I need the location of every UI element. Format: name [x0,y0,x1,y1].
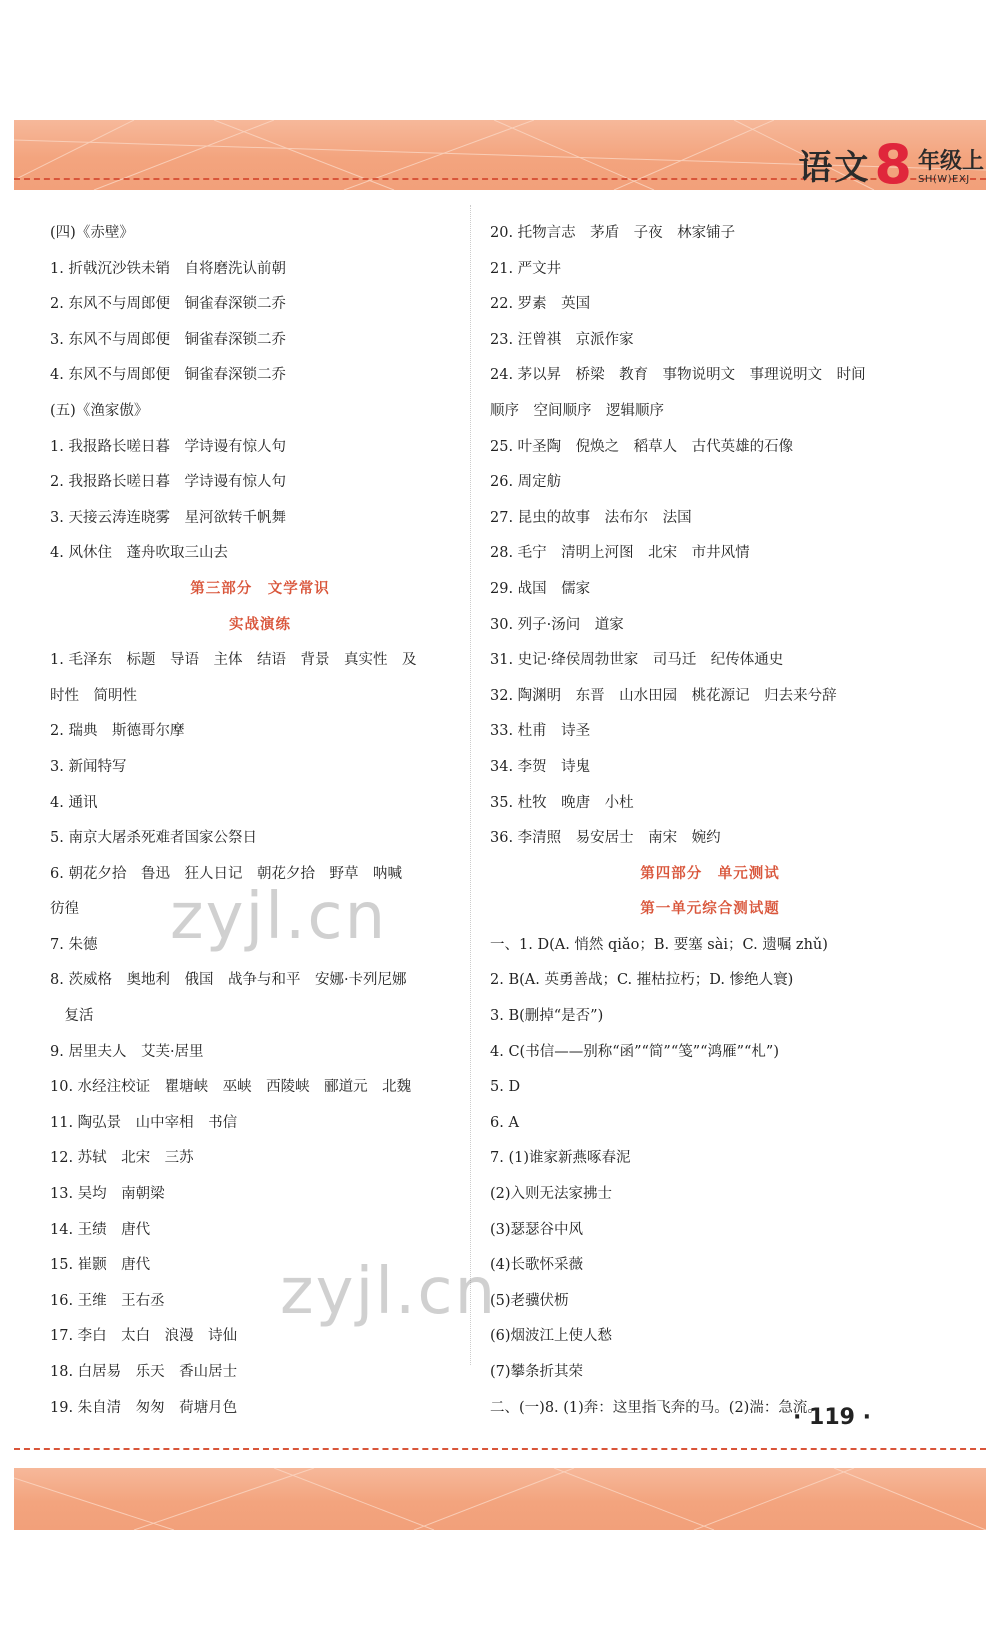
answer-line: 7. 朱德 [50,936,98,953]
answer-line: 复活 [50,1008,94,1025]
answer-line: 4. 通讯 [50,794,98,811]
answer-line: 时性 简明性 [50,687,137,704]
section-heading: 第一单元综合测试题 [640,901,780,918]
answer-line: (3)瑟瑟谷中风 [490,1221,584,1238]
subject-title [798,133,984,196]
answer-line: 20. 托物言志 茅盾 子夜 林家铺子 [490,225,736,241]
right-column [490,216,930,1426]
answer-line: (2)入则无法家拂士 [490,1186,613,1203]
answer-line: (7)攀条折其荣 [490,1364,584,1380]
answer-line: 1. 折戟沉沙铁未销 自将磨洗认前朝 [50,260,286,277]
answer-line: 15. 崔颢 唐代 [50,1257,151,1274]
answer-line: 13. 吴均 南朝梁 [50,1186,165,1203]
answer-line: 5. 南京大屠杀死难者国家公祭日 [50,830,257,847]
answer-line: (4)长歌怀采薇 [490,1257,584,1274]
answer-line: 34. 李贺 诗鬼 [490,758,591,775]
answer-line: (四)《赤壁》 [50,225,134,241]
answer-line: 23. 汪曾祺 京派作家 [490,331,634,348]
answer-line: (五)《渔家傲》 [50,402,149,419]
answer-line: 3. B(删掉“是否”) [490,1008,604,1025]
answer-line: 31. 史记·绛侯周勃世家 司马迁 纪传体通史 [490,652,784,669]
answer-line: 35. 杜牧 晚唐 小杜 [490,794,634,811]
answer-line: 6. 朝花夕拾 鲁迅 狂人日记 朝花夕拾 野草 呐喊 [50,865,402,882]
answer-line: 4. C(书信——别称“函”“简”“笺”“鸿雁”“札”) [490,1043,779,1060]
footer-dashed-rule [14,1448,986,1450]
answer-line: 24. 茅以昇 桥梁 教育 事物说明文 事理说明文 时间 [490,367,866,384]
answer-line: 2. 瑞典 斯德哥尔摩 [50,723,185,740]
answer-line: 2. 我报路长嗟日暮 学诗谩有惊人句 [50,474,286,491]
answer-line: 2. 东风不与周郎便 铜雀春深锁二乔 [50,296,286,313]
answer-line: (5)老骥伏枥 [490,1292,569,1309]
grade-number: 8 [874,133,912,196]
answer-line: (6)烟波江上使人愁 [490,1328,613,1345]
answer-line: 26. 周定舫 [490,474,562,491]
answer-line: 彷徨 [50,901,79,918]
answer-line: 33. 杜甫 诗圣 [490,723,591,740]
left-column [50,216,470,1426]
series-code: SH(W)EXJ [917,174,970,185]
answer-line: 22. 罗素 英国 [490,296,591,313]
answer-line: 21. 严文井 [490,260,562,277]
answer-line: 29. 战国 儒家 [490,580,591,597]
answer-line: 3. 东风不与周郎便 铜雀春深锁二乔 [50,331,286,348]
footer-band-pattern [14,1468,986,1530]
answer-line: 一、1. D(A. 悄然 qiǎo；B. 要塞 sài；C. 遗嘱 zhǔ) [490,936,828,953]
answer-line: 19. 朱自清 匆匆 荷塘月色 [50,1399,238,1416]
answer-line: 3. 天接云涛连晓雾 星河欲转千帆舞 [50,509,286,526]
answer-line: 7. (1)谁家新燕啄春泥 [490,1150,631,1167]
answer-line: 16. 王维 王右丞 [50,1292,165,1309]
watermark: zyjl.cn [170,880,388,954]
answer-line: 25. 叶圣陶 倪焕之 稻草人 古代英雄的石像 [490,438,794,455]
answer-line: 10. 水经注校证 瞿塘峡 巫峡 西陵峡 郦道元 北魏 [50,1079,412,1096]
answer-line: 32. 陶渊明 东晋 山水田园 桃花源记 归去来兮辞 [490,687,837,704]
answer-line: 2. B(A. 英勇善战；C. 摧枯拉朽；D. 惨绝人寰) [490,972,794,989]
answer-line: 30. 列子·汤问 道家 [490,616,624,633]
answer-line: 36. 李清照 易安居士 南宋 婉约 [490,830,721,847]
grade-label: 年级上 [917,149,984,174]
section-heading: 第四部分 单元测试 [640,865,780,882]
answer-line: 12. 苏轼 北宋 三苏 [50,1150,194,1167]
answer-line: 1. 我报路长嗟日暮 学诗谩有惊人句 [50,438,286,455]
footer-band [14,1468,986,1530]
answer-line: 9. 居里夫人 艾芙·居里 [50,1043,204,1060]
subject-label: 语文 [798,148,871,188]
answer-line: 1. 毛泽东 标题 导语 主体 结语 背景 真实性 及 [50,652,417,669]
section-heading: 第三部分 文学常识 [190,580,330,597]
answer-line: 11. 陶弘景 山中宰相 书信 [50,1114,238,1131]
answer-line: 顺序 空间顺序 逻辑顺序 [490,402,664,419]
page-number: · 119 · [793,1405,871,1430]
answer-line: 14. 王绩 唐代 [50,1221,151,1238]
answer-line: 5. D [490,1079,521,1096]
answer-line: 二、(一)8. (1)奔：这里指飞奔的马。(2)湍：急流。 [490,1399,822,1416]
answer-line: 4. 东风不与周郎便 铜雀春深锁二乔 [50,367,286,384]
answer-line: 8. 茨威格 奥地利 俄国 战争与和平 安娜·卡列尼娜 [50,972,407,989]
answer-line: 6. A [490,1114,519,1131]
answer-line: 3. 新闻特写 [50,758,127,775]
section-heading: 实战演练 [229,616,291,633]
answer-line: 18. 白居易 乐天 香山居士 [50,1364,238,1380]
grade-block [918,150,984,190]
answer-line: 17. 李白 太白 浪漫 诗仙 [50,1328,238,1345]
answer-line: 27. 昆虫的故事 法布尔 法国 [490,509,692,526]
answer-line: 4. 风休住 蓬舟吹取三山去 [50,545,228,562]
watermark: zyjl.cn [280,1255,498,1329]
column-divider [470,205,471,1365]
answer-line: 28. 毛宁 清明上河图 北宋 市井风情 [490,545,750,562]
